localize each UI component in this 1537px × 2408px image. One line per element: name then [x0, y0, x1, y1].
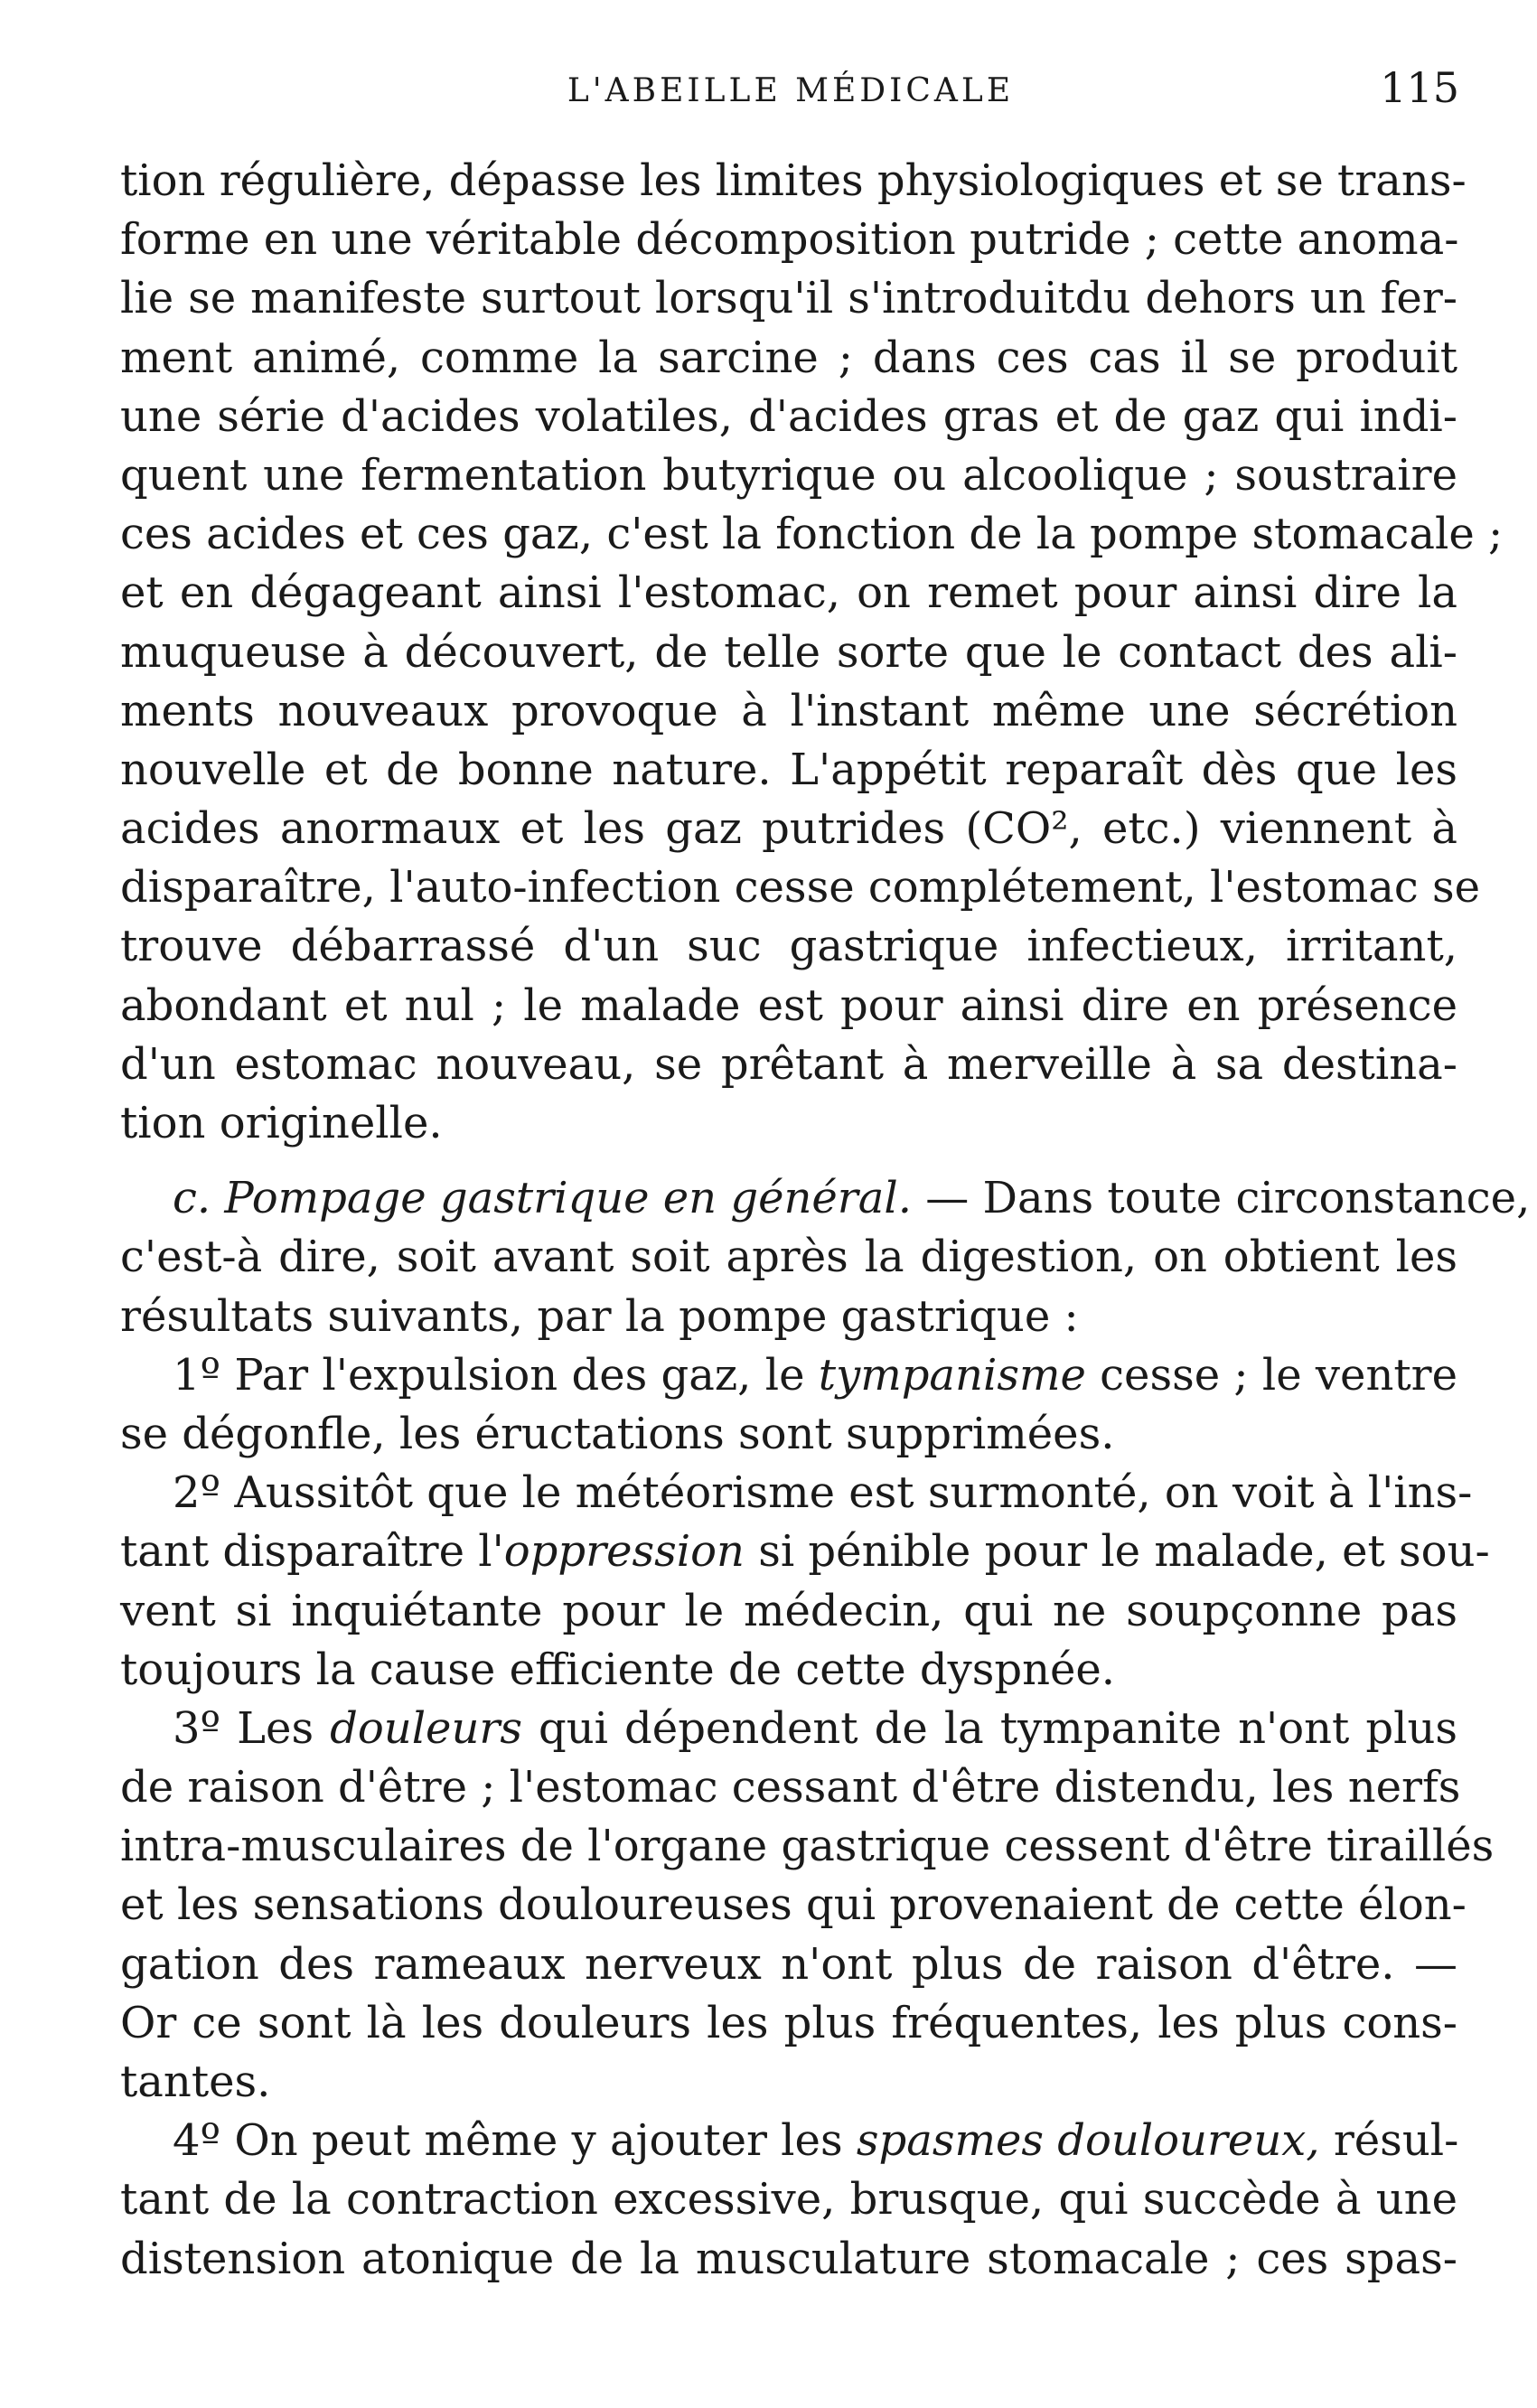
text-line: tantes. — [120, 2057, 271, 2107]
text-line: ments nouveaux provoque à l'instant même une sécrétion — [120, 685, 1457, 736]
item-first-line: 1º Par l'expulsion des gaz, le tympanisme cesse ; le ventre — [173, 1349, 1457, 1401]
section-heading-line — [120, 1169, 1531, 1228]
section-title: Pompage gastrique en général. — [224, 1173, 912, 1224]
item-number: 1º — [173, 1349, 221, 1401]
text-line: ment animé, comme la sarcine ; dans ces cas il se produit — [120, 332, 1457, 383]
text-line: forme en une véritable décomposition putride ; cette anoma- — [120, 214, 1459, 266]
text-line: tion originelle. — [120, 1098, 443, 1148]
text-line: Or ce sont là les douleurs les plus fréquentes, les plus cons- — [120, 1997, 1457, 2048]
text-line: et les sensations douloureuses qui provenaient de cette élon- — [120, 1879, 1467, 1931]
item-number: 3º — [173, 1702, 221, 1754]
text-line: c'est-à dire, soit avant soit après la digestion, on obtient les — [120, 1232, 1457, 1283]
body-text — [120, 152, 1531, 2289]
text-line: muqueuse à découvert, de telle sorte que le contact des ali- — [120, 626, 1457, 678]
text-line: de raison d'être ; l'estomac cessant d'être distendu, les nerfs — [120, 1762, 1461, 1813]
item-number: 4º — [173, 2115, 221, 2167]
text-line: acides anormaux et les gaz putrides (CO², etc.) viennent à — [120, 803, 1457, 855]
text-line: se dégonfle, les éructations sont supprimées. — [120, 1408, 1115, 1459]
text-line: d'un estomac nouveau, se prêtant à merveille à sa destina- — [120, 1038, 1457, 1090]
italic-term: douleurs — [330, 1702, 522, 1754]
list-item-1 — [120, 1346, 1457, 1464]
text-line: tant disparaître l'oppression si pénible pour le malade, et sou- — [120, 1526, 1490, 1578]
paragraph-continuation — [120, 152, 1504, 1153]
section-heading-rest: — Dans toute circonstance, — [925, 1173, 1531, 1224]
item-first-line: 4º On peut même y ajouter les spasmes douloureux, résul- — [173, 2115, 1459, 2167]
section-c — [120, 1169, 1531, 1346]
text-line: distension atonique de la musculature stomacale ; ces spas- — [120, 2233, 1457, 2284]
text-line: une série d'acides volatiles, d'acides gras et de gaz qui indi- — [120, 390, 1457, 442]
running-head: L'ABEILLE MÉDICALE — [567, 72, 1015, 109]
list-item-4 — [120, 2112, 1457, 2289]
text-line: quent une fermentation butyrique ou alcoolique ; soustraire — [120, 449, 1457, 501]
page-number: 115 — [1380, 63, 1459, 112]
page-header — [122, 63, 1459, 136]
text-line: résultats suivants, par la pompe gastrique : — [120, 1290, 1079, 1342]
item-number: 2º — [173, 1467, 221, 1519]
italic-term: oppression — [503, 1526, 745, 1578]
text-line: vent si inquiétante pour le médecin, qui ne soupçonne pas — [120, 1585, 1457, 1636]
text-line: disparaître, l'auto-infection cesse complétement, l'estomac se — [120, 862, 1481, 914]
text-line: lie se manifeste surtout lorsqu'il s'introduitdu dehors un fer- — [120, 273, 1457, 324]
section-label: c. — [173, 1173, 211, 1224]
text-line: abondant et nul ; le malade est pour ainsi dire en présence — [120, 979, 1457, 1031]
text-line: intra-musculaires de l'organe gastrique cessent d'être tiraillés — [120, 1821, 1495, 1872]
text-line: tion régulière, dépasse les limites physiologiques et se trans- — [120, 155, 1467, 206]
italic-term: spasmes douloureux, — [856, 2115, 1320, 2167]
italic-term: tympanisme — [818, 1349, 1086, 1401]
list-item-2 — [120, 1464, 1490, 1700]
text-line: ces acides et ces gaz, c'est la fonction de la pompe stomacale ; — [120, 509, 1504, 560]
text-line: tant de la contraction excessive, brusque, qui succède à une — [120, 2174, 1457, 2225]
text-line: trouve débarrassé d'un suc gastrique infectieux, irritant, — [120, 921, 1457, 972]
list-item-3 — [120, 1700, 1495, 2112]
text-line: nouvelle et de bonne nature. L'appétit reparaît dès que les — [120, 744, 1457, 795]
item-first-line: 3º Les douleurs qui dépendent de la tympanite n'ont plus — [173, 1702, 1458, 1754]
text-line: toujours la cause efficiente de cette dyspnée. — [120, 1644, 1116, 1695]
item-first-line: 2º Aussitôt que le météorisme est surmonté, on voit à l'ins- — [173, 1467, 1473, 1519]
text-line: et en dégageant ainsi l'estomac, on remet pour ainsi dire la — [120, 567, 1457, 619]
text-line: gation des rameaux nerveux n'ont plus de raison d'être. — — [120, 1938, 1457, 1990]
